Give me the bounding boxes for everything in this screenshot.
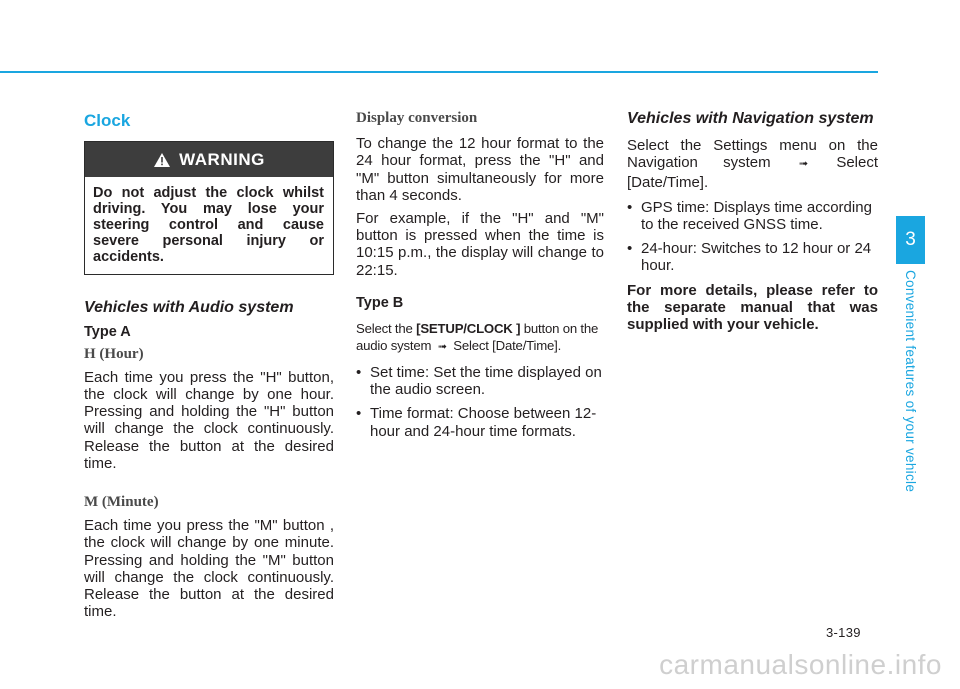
- list-item: • Set time: Set the time displayed on the audio screen.: [356, 364, 604, 398]
- type-b-instruction: Select the [SETUP/CLOCK ] button on the audio system ➟ Select [Date/Time].: [356, 321, 599, 354]
- list-item: • Time format: Choose between 12-hour and 24-hour time formats.: [356, 405, 604, 439]
- more-details-note: For more details, please refer to the separate manual that was supplied with your vehicle.: [627, 281, 878, 334]
- navigation-bullet-list: [627, 199, 878, 275]
- column-left: [84, 108, 334, 620]
- display-conversion-heading: Display conversion: [356, 110, 478, 126]
- type-b-heading: Type B: [356, 294, 404, 311]
- setup-clock-button-label: [SETUP/CLOCK ]: [416, 321, 521, 337]
- column-middle: [356, 108, 604, 447]
- list-item: • 24-hour: Switches to 12 hour or 24 hour.: [627, 240, 878, 274]
- chapter-title: Convenient features of your vehicle: [903, 270, 918, 493]
- watermark: carmanualsonline.info: [659, 649, 942, 680]
- warning-box: [84, 141, 334, 275]
- arrow-right-icon: ➟: [437, 341, 447, 354]
- minute-text: Each time you press the "M" button , the clock will change by one minute. Pressing and holding the "M" button will change the clock continuously. Release the button at the desired time.: [84, 517, 334, 621]
- type-a-heading: Type A: [84, 324, 131, 341]
- warning-triangle-icon: [153, 152, 171, 168]
- section-title: Clock: [84, 111, 131, 130]
- hour-text: Each time you press the "H" button, the clock will change by one hour. Pressing and holding the "H" button will change the clock continuously. Release the button at the desired time.: [84, 368, 334, 472]
- warning-label: WARNING: [179, 150, 265, 170]
- chapter-number-tab: 3: [896, 216, 925, 264]
- navigation-instruction: Select the Settings menu on the Navigation system ➟ Select [Date/Time].: [627, 137, 879, 191]
- navigation-system-heading: Vehicles with Navigation system: [627, 110, 874, 127]
- page-number: 3-139: [826, 625, 861, 640]
- warning-header: [85, 142, 333, 177]
- arrow-right-icon: ➟: [798, 158, 809, 171]
- header-rule: [0, 71, 878, 73]
- column-right: [627, 108, 878, 333]
- audio-system-heading: Vehicles with Audio system: [84, 299, 294, 317]
- hour-heading: H (Hour): [84, 345, 144, 362]
- display-paragraph-2: For example, if the "H" and "M" button is pressed when the time is 10:15 p.m., the display will change to 22:15.: [356, 210, 604, 279]
- list-item: • GPS time: Displays time according to the received GNSS time.: [627, 199, 878, 233]
- type-b-bullet-list: [356, 364, 604, 440]
- display-paragraph-1: To change the 12 hour format to the 24 hour format, press the "H" and "M" button simultaneously for more than 4 seconds.: [356, 135, 604, 204]
- minute-heading: M (Minute): [84, 494, 159, 511]
- warning-text: Do not adjust the clock whilst driving. You may lose your steering control and cause severe personal injury or accidents.: [93, 185, 324, 266]
